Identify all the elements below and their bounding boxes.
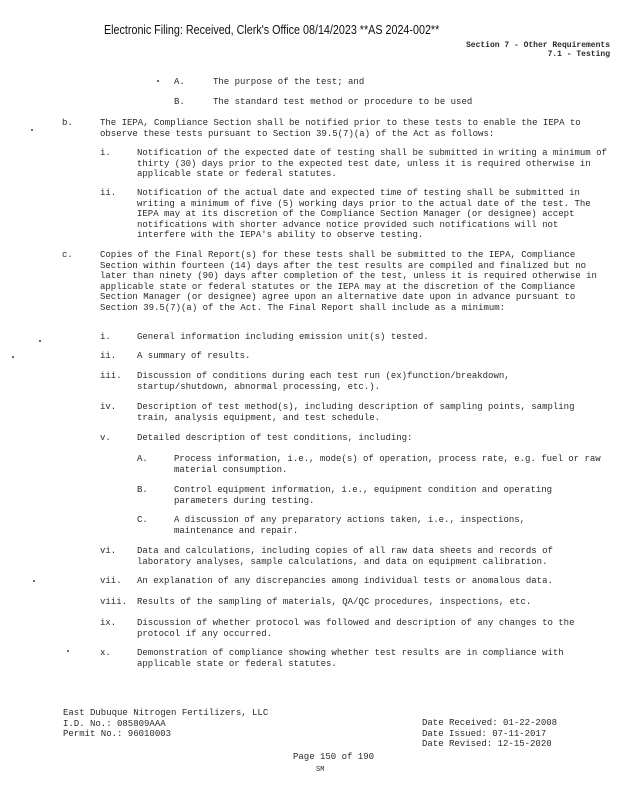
id-number: I.D. No.: 085809AAA	[63, 718, 166, 729]
item-text: Discussion of whether protocol was followed and description of any changes to the protocol if any occurred.	[137, 618, 575, 639]
item-label: A.	[137, 454, 148, 464]
item-label: ii.	[100, 188, 117, 198]
section-header	[466, 41, 610, 59]
item-label: iv.	[100, 402, 117, 412]
item-text: Notification of the actual date and expected time of testing shall be submitted in writing a minimum of five (5) working days prior to the actual date of the test. The IEPA may at its discretion of the Compliance Section Manager (or designee) accept notifications with shorter advance notice provided such notifications will not interfere with the IEPA's ability to observe testing.	[137, 188, 591, 241]
item-label: i.	[100, 332, 111, 342]
item-label: x.	[100, 648, 111, 658]
page-mark: SM	[316, 766, 325, 774]
section-title: Section 7 - Other Requirements	[465, 41, 610, 50]
item-label: iii.	[100, 371, 122, 381]
item-text: An explanation of any discrepancies among individual tests or anomalous data.	[137, 576, 553, 586]
item-text: The purpose of the test; and	[213, 77, 365, 87]
item-label: viii.	[100, 597, 128, 607]
item-label: vii.	[100, 576, 122, 586]
item-text: The standard test method or procedure to be used	[213, 97, 473, 107]
item-text: The IEPA, Compliance Section shall be notified prior to these tests to enable the IEPA to observe these tests pursuant to Section 39.5(7)(a) of the Act as follows:	[100, 118, 581, 139]
scan-speck	[157, 80, 159, 82]
scan-speck	[31, 129, 33, 131]
item-text: A summary of results.	[137, 351, 251, 361]
scan-speck	[67, 650, 69, 652]
item-label: v.	[100, 433, 111, 443]
item-text: Discussion of conditions during each test run (ex)function/breakdown, startup/shutdown, abnormal processing, etc.).	[137, 371, 510, 392]
item-label: ii.	[100, 351, 117, 361]
item-text: Control equipment information, i.e., equipment condition and operating parameters during testing.	[174, 485, 553, 506]
item-text: Notification of the expected date of testing shall be submitted in writing a minimum of thirty (30) days prior to the expected test date, unless it is required otherwise in applicable state or federal statutes.	[137, 148, 607, 180]
filing-stamp: Electronic Filing: Received, Clerk's Office 08/14/2023 **AS 2024-002**	[104, 23, 440, 37]
company-name: East Dubuque Nitrogen Fertilizers, LLC	[63, 708, 269, 718]
item-text: Detailed description of test conditions, including:	[137, 433, 413, 443]
item-label: A.	[174, 77, 185, 87]
scan-speck	[12, 356, 14, 358]
item-label: b.	[62, 118, 73, 128]
subsection-title: 7.1 - Testing	[547, 50, 610, 59]
item-text: A discussion of any preparatory actions taken, i.e., inspections, maintenance and repair.	[174, 515, 526, 536]
item-text: General information including emission unit(s) tested.	[137, 332, 429, 342]
item-label: i.	[100, 148, 111, 158]
item-label: B.	[174, 97, 185, 107]
item-label: ix.	[100, 618, 117, 628]
item-text: Data and calculations, including copies of all raw data sheets and records of laboratory analyses, sample calculations, and data on equipment calibration.	[137, 546, 553, 567]
footer-permit-info	[63, 708, 268, 740]
date-received: Date Received: 01-22-2008	[422, 718, 558, 728]
scan-speck	[33, 580, 35, 582]
item-text: Description of test method(s), including description of sampling points, sampling train, analysis equipment, and test schedule.	[137, 402, 575, 423]
footer-dates	[422, 718, 557, 750]
item-text: Copies of the Final Report(s) for these tests shall be submitted to the IEPA, Compliance Section within fourteen (14) days after the test results are compiled and finalized but no later than ninety (90) days after completion of the test, unless it is required otherwise in applicable state or federal statutes or the IEPA may at the discretion of the Compliance Section Manager (or designee) agree upon an alternative date upon in advance pursuant to Section 39.5(7)(a) of the Act. The Final Report shall include as a minimum:	[100, 250, 597, 313]
item-label: C.	[137, 515, 148, 525]
item-label: c.	[62, 250, 73, 260]
scan-speck	[39, 340, 41, 342]
date-issued: Date Issued: 07-11-2017	[422, 728, 547, 739]
item-label: B.	[137, 485, 148, 495]
item-text: Process information, i.e., mode(s) of operation, process rate, e.g. fuel or raw material consumption.	[174, 454, 601, 475]
item-text: Results of the sampling of materials, QA/QC procedures, inspections, etc.	[137, 597, 532, 607]
permit-number: Permit No.: 96010003	[63, 729, 172, 740]
item-label: vi.	[100, 546, 117, 556]
date-revised: Date Revised: 12-15-2020	[422, 739, 552, 750]
item-text: Demonstration of compliance showing whether test results are in compliance with applicable state or federal statutes.	[137, 648, 564, 669]
page-number: Page 150 of 190	[293, 752, 375, 762]
